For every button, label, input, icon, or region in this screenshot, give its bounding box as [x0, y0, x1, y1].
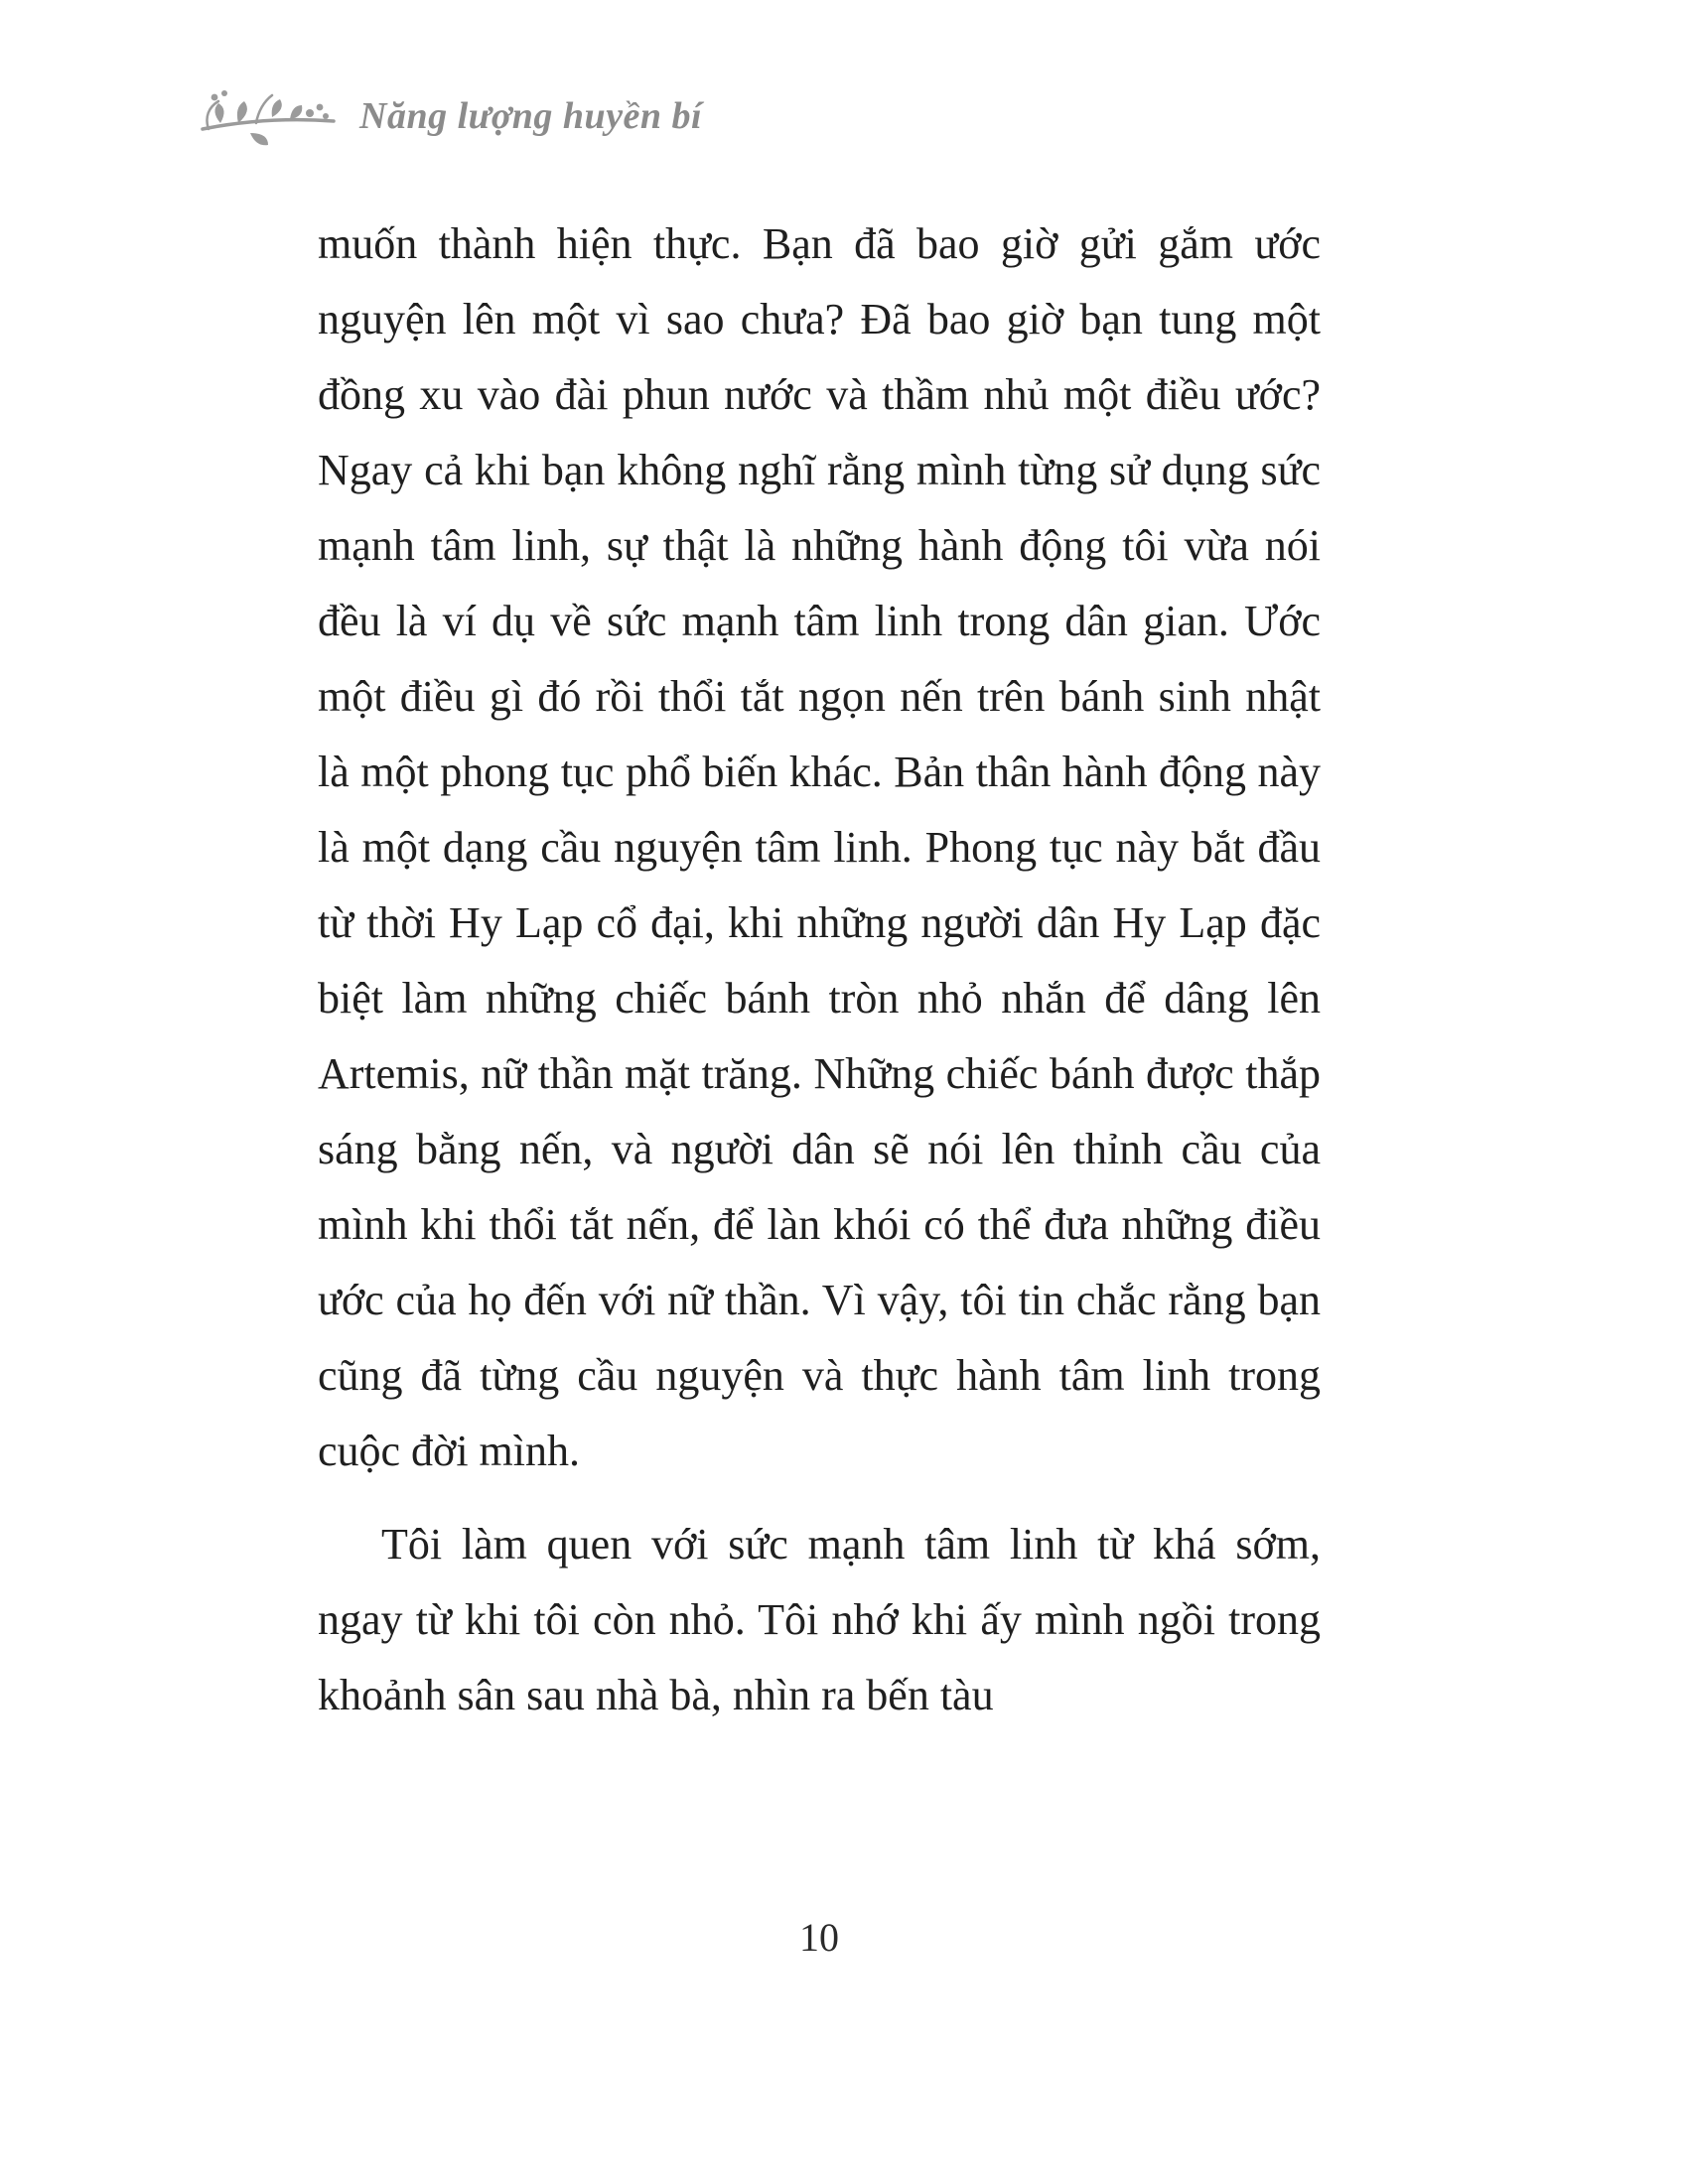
body-text-block — [318, 206, 1321, 1733]
page-number: 10 — [799, 1915, 839, 1960]
running-head-title: Năng lượng huyền bí — [359, 95, 703, 137]
page-footer — [318, 1914, 1321, 1961]
branch-ornament-icon — [199, 83, 338, 155]
paragraph-continuation: muốn thành hiện thực. Bạn đã bao giờ gửi gắm ước nguyện lên một vì sao chưa? Đã bao giờ bạn tung một đồng xu vào đài phun nước và thầm nhủ một điều ước? Ngay cả khi bạn không nghĩ rằng mình từng sử dụng sức mạnh tâm linh, sự thật là những hành động tôi vừa nói đều là ví dụ về sức mạnh tâm linh trong dân gian. Ước một điều gì đó rồi thổi tắt ngọn nến trên bánh sinh nhật là một phong tục phổ biến khác. Bản thân hành động này là một dạng cầu nguyện tâm linh. Phong tục này bắt đầu từ thời Hy Lạp cổ đại, khi những người dân Hy Lạp đặc biệt làm những chiếc bánh tròn nhỏ nhắn để dâng lên Artemis, nữ thần mặt trăng. Những chiếc bánh được thắp sáng bằng nến, và người dân sẽ nói lên thỉnh cầu của mình khi thổi tắt nến, để làn khói có thể đưa những điều ước của họ đến với nữ thần. Vì vậy, tôi tin chắc rằng bạn cũng đã từng cầu nguyện và thực hành tâm linh trong cuộc đời mình. — [318, 219, 1321, 1475]
paragraph-new: Tôi làm quen với sức mạnh tâm linh từ khá sớm, ngay từ khi tôi còn nhỏ. Tôi nhớ khi ấy mình ngồi trong khoảnh sân sau nhà bà, nhìn ra bến tàu — [318, 1520, 1321, 1719]
page-header — [199, 83, 702, 155]
